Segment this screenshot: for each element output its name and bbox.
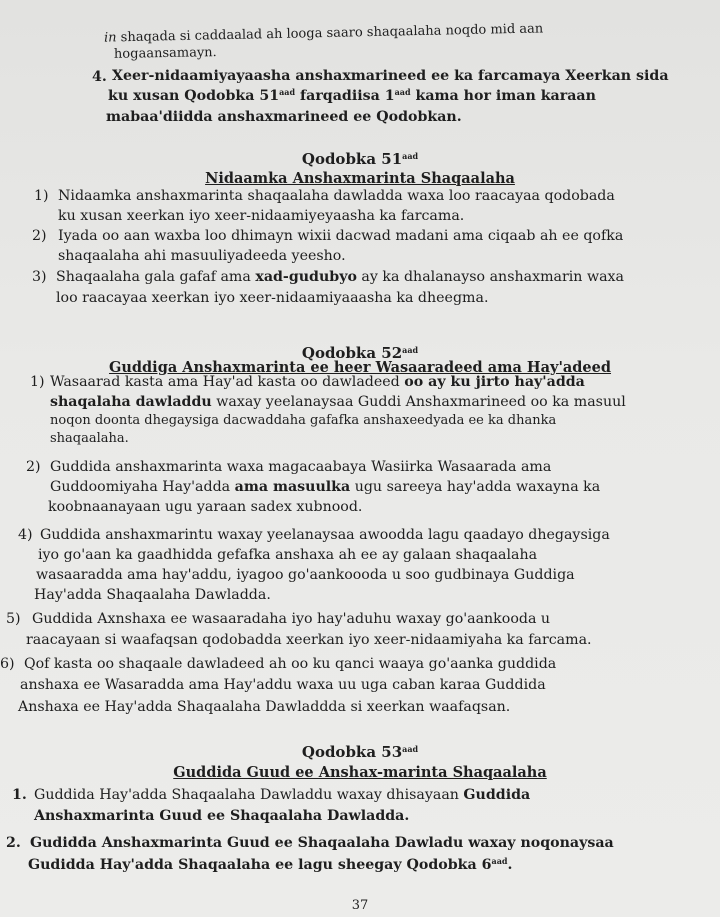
list-number: 4)	[18, 527, 33, 543]
text-fragment: ay ka dhalanayso anshaxmarin waxa	[356, 269, 625, 285]
text-line: shaqaalaha ahi masuuliyadeeda yeesho.	[58, 248, 346, 264]
section-number	[0, 150, 720, 168]
text-line: Nidaamka anshaxmarinta shaqaalaha dawladda waxa loo raacayaa qodobada	[58, 188, 615, 204]
text-line: hogaansamayn.	[113, 45, 217, 62]
superscript: aad	[394, 87, 411, 97]
text-fragment: ku xusan Qodobka 51	[108, 88, 280, 104]
text-line: loo raacayaa xeerkan iyo xeer-nidaamiyaaasha ka dheegma.	[56, 290, 489, 306]
text-line	[104, 21, 544, 46]
text-line: Guddida Axnshaxa ee wasaaradaha iyo hay'aduhu waxay go'aankooda u	[32, 611, 551, 627]
text-line	[50, 394, 626, 411]
list-number: 1.	[12, 787, 27, 803]
text-fragment: in	[103, 30, 117, 46]
text-fragment: Guddida Hay'adda Shaqaalaha Dawladdu waxay dhisayaan	[34, 787, 464, 803]
superscript: aad	[402, 151, 419, 161]
text-fragment: waxay yeelanaysaa Guddi Anshaxmarineed oo ka masuul	[211, 394, 626, 410]
text-line: anshaxa ee Wasaradda ama Hay'addu waxa uu uga caban karaa Guddida	[20, 677, 546, 693]
list-number: 5)	[6, 611, 21, 627]
list-number: 3)	[32, 269, 47, 285]
text-line	[56, 269, 624, 286]
list-number: 6)	[0, 656, 15, 672]
text-line	[50, 479, 600, 496]
text-line: Xeer-nidaamiyayaasha anshaxmarineed ee ka farcamaya Xeerkan sida	[112, 68, 669, 84]
text-line: Gudidda Anshaxmarinta Guud ee Shaqaalaha Dawladu waxay noqonaysaa	[30, 835, 614, 851]
text-line: Guddida anshaxmarinta waxa magacaabaya Wasiirka Wasaarada ama	[50, 459, 552, 475]
text-line: koobnaanayaan ugu yaraan sadex xubnood.	[48, 499, 363, 515]
text-fragment: Gudidda Hay'adda Shaqaalaha ee lagu sheegay Qodobka 6	[28, 857, 492, 873]
text-line: Guddida anshaxmarintu waxay yeelanaysaa awoodda lagu qaadayo dhegaysiga	[40, 527, 610, 543]
text-fragment: farqadiisa 1	[295, 88, 395, 104]
section-title: Guddida Guud ee Anshax-marinta Shaqaalaha	[173, 764, 547, 781]
text-fragment: Guddoomiyaha Hay'adda	[50, 479, 235, 495]
text-line	[50, 374, 585, 391]
text-line	[34, 787, 530, 804]
page-number: 37	[351, 898, 369, 913]
text-line: noqon doonta dhegaysiga dacwaddaha gafafka anshaxeedyada ee ka dhanka	[50, 413, 557, 428]
text-line	[28, 857, 512, 874]
text-line: Iyada oo aan waxba loo dhimayn wixii dacwad madani ama ciqaab ah ee qofka	[58, 228, 624, 244]
list-number: 2.	[6, 835, 21, 851]
list-number: 2)	[32, 228, 47, 244]
text-line: Anshaxa ee Hay'adda Shaqaalaha Dawladdda si xeerkan waafaqsan.	[18, 699, 511, 715]
text-fragment-bold: shaqalaha dawladdu	[50, 394, 212, 410]
text-fragment: Shaqaalaha gala gafaf ama	[56, 269, 256, 285]
text-fragment: .	[507, 857, 513, 873]
list-number: 4.	[92, 69, 107, 85]
text-fragment: kama hor iman karaan	[410, 88, 596, 104]
text-fragment-bold: Guddida	[463, 787, 531, 803]
section-title: Nidaamka Anshaxmarinta Shaqaalaha	[205, 170, 515, 187]
text-fragment: shaqada si caddaalad ah looga saaro shaqaalaha noqdo mid aan	[120, 21, 544, 46]
text-fragment: ugu sareeya hay'adda waxayna ka	[350, 479, 601, 495]
superscript: aad	[402, 345, 419, 355]
text-line: Anshaxmarinta Guud ee Shaqaalaha Dawladda.	[34, 808, 410, 824]
superscript: aad	[279, 87, 296, 97]
section-title: Guddiga Anshaxmarinta ee heer Wasaaradeed ama Hay'adeed	[108, 359, 612, 376]
superscript: aad	[402, 744, 419, 754]
text-line: Hay'adda Shaqaalaha Dawladda.	[34, 587, 271, 603]
list-number: 1)	[30, 374, 45, 390]
section-number-text: Qodobka 52	[301, 344, 403, 362]
text-fragment: Wasaarad kasta ama Hay'ad kasta oo dawladeed	[50, 374, 405, 390]
section-number-text: Qodobka 53	[301, 743, 403, 761]
text-line: raacayaan si waafaqsan qodobadda xeerkan iyo xeer-nidaamiyaha ka farcama.	[26, 632, 592, 648]
section-number	[0, 743, 720, 761]
superscript: aad	[491, 856, 508, 866]
text-line: mabaa'diidda anshaxmarineed ee Qodobkan.	[106, 109, 462, 125]
text-fragment-bold: ama masuulka	[234, 479, 351, 495]
list-number: 1)	[34, 188, 49, 204]
section-number-text: Qodobka 51	[301, 150, 403, 168]
text-line: wasaaradda ama hay'addu, iyagoo go'aankoooda u soo gudbinaya Guddiga	[36, 567, 575, 583]
text-line: ku xusan xeerkan iyo xeer-nidaamiyeyaasha ka farcama.	[58, 208, 465, 224]
text-line: iyo go'aan ka gaadhidda gefafka anshaxa ah ee ay galaan shaqaalaha	[38, 547, 538, 563]
text-line: shaqaalaha.	[50, 431, 129, 446]
list-number: 2)	[26, 459, 41, 475]
text-line	[108, 88, 596, 105]
text-fragment-bold: xad-gudubyo	[255, 269, 357, 285]
text-line: Qof kasta oo shaqaale dawladeed ah oo ku qanci waaya go'aanka guddida	[24, 656, 557, 672]
text-fragment-bold: oo ay ku jirto hay'adda	[404, 374, 585, 390]
